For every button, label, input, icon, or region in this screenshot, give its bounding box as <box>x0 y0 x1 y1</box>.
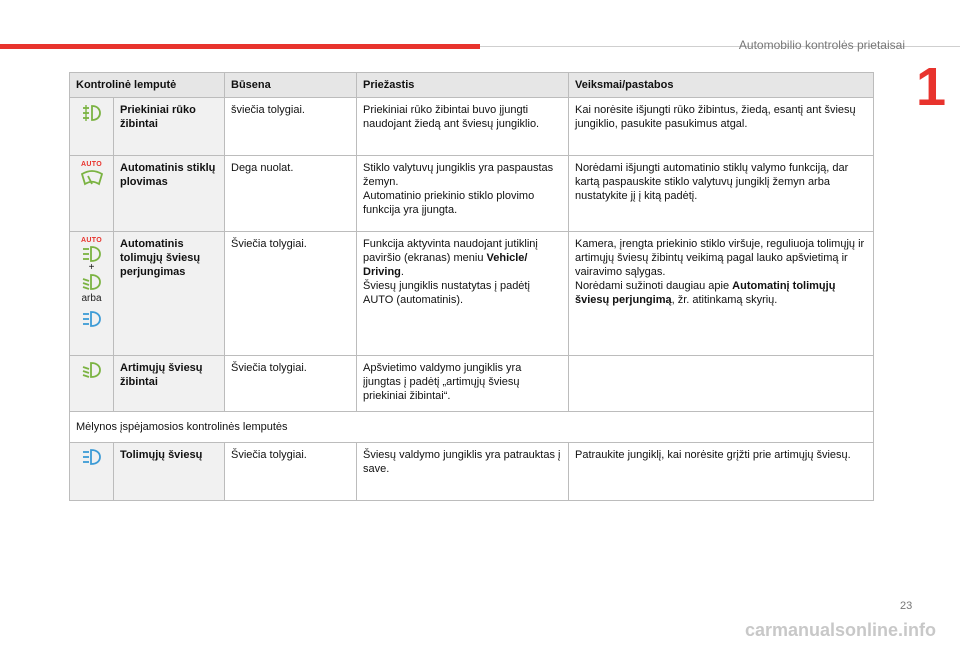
page-number: 23 <box>900 600 913 612</box>
lamp-cause: Priekiniai rūko žibintai buvo įjungti naudojant žiedą ant šviesų jungiklio. <box>357 98 569 156</box>
header-cause: Priežastis <box>357 73 569 98</box>
auto-label: AUTO <box>81 237 102 244</box>
menu-path: Vehicle/ Driving <box>363 252 528 278</box>
lamp-actions: Kai norėsite išjungti rūko žibintus, žiedą, esantį ant šviesų jungiklio, pasukite pasukimus atgal. <box>569 98 874 156</box>
table-row <box>70 232 874 356</box>
lamp-state: Šviečia tolygiai. <box>225 232 357 356</box>
actions-line: Kamera, įrengta priekinio stiklo viršuje, reguliuoja tolimųjų ir artimųjų šviesų žibintų veikimą pagal lauko apšvietimą ir vairavimo sąlygas. <box>575 238 865 278</box>
front-fog-lamp-icon <box>70 98 114 156</box>
lamp-name: Tolimųjų šviesų <box>114 443 225 501</box>
header-accent-bar <box>0 44 480 49</box>
lamp-name: Automatinis stiklų plovimas <box>114 156 225 232</box>
lamp-actions <box>569 356 874 412</box>
lamp-name: Automatinis tolimųjų šviesų perjungimas <box>114 232 225 356</box>
plus-sign: + <box>88 262 95 273</box>
lamp-state: Šviečia tolygiai. <box>225 443 357 501</box>
lamp-name: Artimųjų šviesų žibintai <box>114 356 225 412</box>
table-row <box>70 443 874 501</box>
lamp-state: Šviečia tolygiai. <box>225 356 357 412</box>
table-row <box>70 98 874 156</box>
cause-text: . <box>400 266 404 278</box>
auto-label: AUTO <box>81 161 102 168</box>
table-row <box>70 156 874 232</box>
header-actions: Veiksmai/pastabos <box>569 73 874 98</box>
lamp-actions: Norėdami išjungti automatinio stiklų valymo funkciją, dar kartą paspauskite stiklo valytuvų jungiklį žemyn arba nustatykite jį į kitą padėtį. <box>569 156 874 232</box>
lamp-state: Dega nuolat. <box>225 156 357 232</box>
lamp-actions: Patraukite jungiklį, kai norėsite grįžti prie artimųjų šviesų. <box>569 443 874 501</box>
lamp-cause <box>357 232 569 356</box>
watermark: carmanualsonline.info <box>745 620 937 640</box>
cause-line: Automatinio priekinio stiklo plovimo funkcija yra įjungta. <box>363 190 535 216</box>
cause-line: Stiklo valytuvų jungiklis yra paspaustas žemyn. <box>363 162 554 188</box>
or-label: arba <box>81 293 102 304</box>
section-reference: Automatinį tolimųjų šviesų perjungimą <box>575 280 836 306</box>
actions-text: , žr. atitinkamą skyrių. <box>671 294 778 306</box>
lamp-state: šviečia tolygiai. <box>225 98 357 156</box>
high-beam-blue-icon <box>80 310 104 328</box>
lamp-actions <box>569 232 874 356</box>
actions-text: Norėdami sužinoti daugiau apie <box>575 280 733 292</box>
header-lamp: Kontrolinė lemputė <box>70 73 225 98</box>
cause-line: Šviesų jungiklis nustatytas į padėtį AUTO (automatinis). <box>363 280 530 306</box>
table-header-row <box>70 73 874 98</box>
lamp-cause: Šviesų valdymo jungiklis yra patrauktas į save. <box>357 443 569 501</box>
lamp-cause <box>357 156 569 232</box>
section-row <box>70 412 874 443</box>
page-header-title: Automobilio kontrolės prietaisai <box>738 38 905 52</box>
low-beam-icon <box>70 356 114 412</box>
table-row <box>70 356 874 412</box>
high-beam-icon <box>70 443 114 501</box>
section-label: Mėlynos įspėjamosios kontrolinės lemputės <box>70 412 874 443</box>
warning-lamps-table <box>69 72 874 501</box>
auto-high-beam-icon <box>70 232 114 356</box>
low-beam-icon <box>80 273 104 291</box>
lamp-cause: Apšvietimo valdymo jungiklis yra įjungtas į padėtį „artimųjų šviesų priekiniai žibintai“. <box>357 356 569 412</box>
chapter-number: 1 <box>915 57 946 117</box>
lamp-name: Priekiniai rūko žibintai <box>114 98 225 156</box>
auto-wiper-icon <box>70 156 114 232</box>
cause-text: Funkcija aktyvinta naudojant jutiklinį paviršio (ekranas) meniu <box>363 238 538 264</box>
header-state: Būsena <box>225 73 357 98</box>
